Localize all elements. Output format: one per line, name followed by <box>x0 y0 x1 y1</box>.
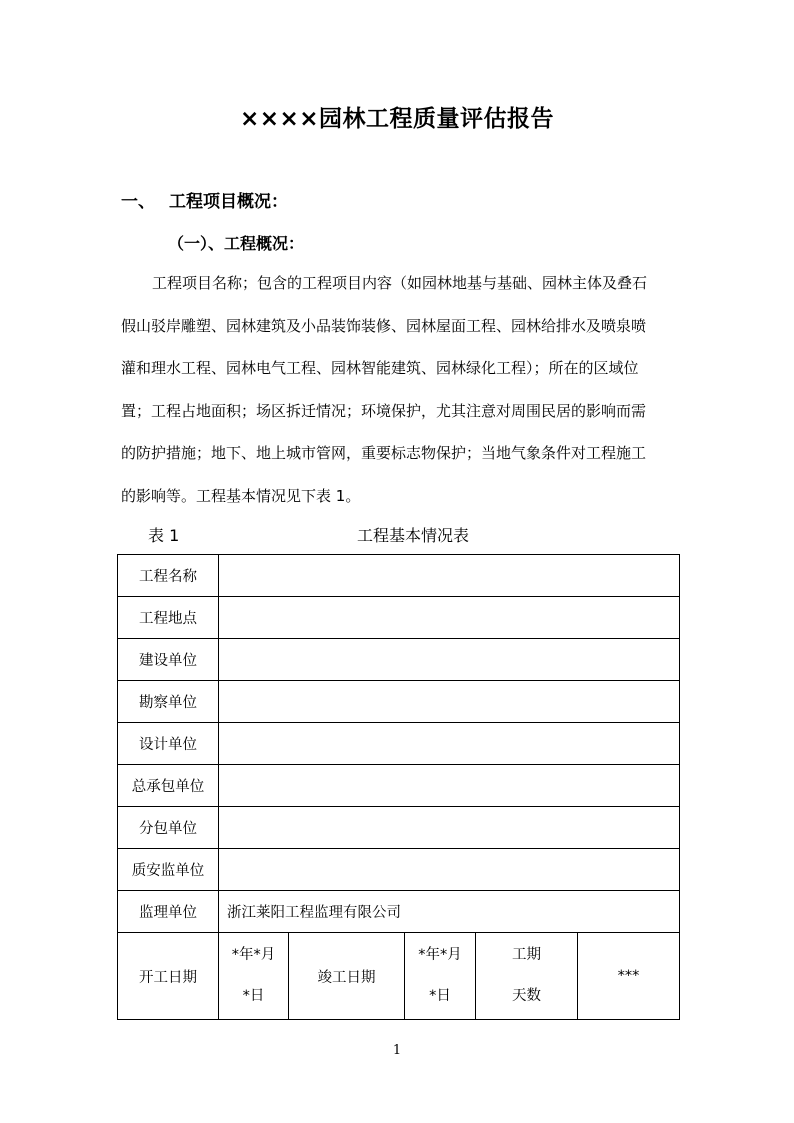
row-label: 质安监单位 <box>118 849 219 891</box>
row-label: 设计单位 <box>118 723 219 765</box>
section-heading-text: 工程项目概况： <box>169 192 288 212</box>
start-date-label: 开工日期 <box>118 933 219 1020</box>
table-row <box>118 765 680 807</box>
paragraph-line: 置；工程占地面积；场区拆迁情况；环境保护，尤其注意对周围民居的影响而需 <box>121 401 647 420</box>
row-label: 分包单位 <box>118 807 219 849</box>
paragraph-line: 灌和理水工程、园林电气工程、园林智能建筑、园林绿化工程）；所在的区域位 <box>121 359 639 377</box>
section-heading <box>121 187 288 212</box>
end-date-label: 竣工日期 <box>289 933 405 1020</box>
end-date-line1: *年*月 <box>418 947 462 963</box>
paragraph-line: 假山驳岸雕塑、园林建筑及小品装饰装修、园林屋面工程、园林给排水及喷泉喷 <box>121 316 647 335</box>
duration-label-line1: 工期 <box>512 947 541 963</box>
table-row <box>118 807 680 849</box>
row-label: 监理单位 <box>118 891 219 933</box>
end-date-line2: *日 <box>429 988 451 1004</box>
start-date-line1: *年*月 <box>231 947 276 963</box>
paragraph-line: 的防护措施；地下、地上城市管网，重要标志物保护；当地气象条件对工程施工 <box>121 444 647 462</box>
row-value <box>219 807 680 849</box>
paragraph-line: 的影响等。工程基本情况见下表 1。 <box>121 486 361 505</box>
start-date-line2: *日 <box>242 988 265 1004</box>
table-row <box>118 639 680 681</box>
row-label: 工程名称 <box>118 555 219 597</box>
table-row <box>118 723 680 765</box>
row-label: 勘察单位 <box>118 681 219 723</box>
row-label: 工程地点 <box>118 597 219 639</box>
row-label: 建设单位 <box>118 639 219 681</box>
document-title: ××××园林工程质量评估报告 <box>239 106 555 132</box>
table-row <box>118 891 680 933</box>
row-value <box>219 849 680 891</box>
duration-label-line2: 天数 <box>512 988 541 1004</box>
table-caption-title: 工程基本情况表 <box>357 526 470 545</box>
row-value <box>219 723 680 765</box>
end-date-value <box>405 933 476 1020</box>
table-caption-number: 表 1 <box>148 526 180 545</box>
table-row <box>118 849 680 891</box>
row-value <box>219 597 680 639</box>
paragraph-line: 工程项目名称；包含的工程项目内容（如园林地基与基础、园林主体及叠石 <box>152 274 648 292</box>
project-info-table <box>117 554 680 1020</box>
table-row <box>118 555 680 597</box>
row-value <box>219 765 680 807</box>
duration-label <box>476 933 578 1020</box>
page-number: 1 <box>392 1043 402 1058</box>
row-value <box>219 639 680 681</box>
subsection-heading: （一）、工程概况： <box>168 234 305 253</box>
row-label: 总承包单位 <box>118 765 219 807</box>
table-row <box>118 597 680 639</box>
start-date-value <box>219 933 289 1020</box>
table-row-dates <box>118 933 680 1020</box>
row-value <box>219 681 680 723</box>
row-value: 浙江莱阳工程监理有限公司 <box>219 891 680 933</box>
overview-paragraph <box>121 268 681 523</box>
row-value <box>219 555 680 597</box>
section-number: 一、 <box>121 192 155 212</box>
duration-value: *** <box>578 933 680 1020</box>
table-row <box>118 681 680 723</box>
